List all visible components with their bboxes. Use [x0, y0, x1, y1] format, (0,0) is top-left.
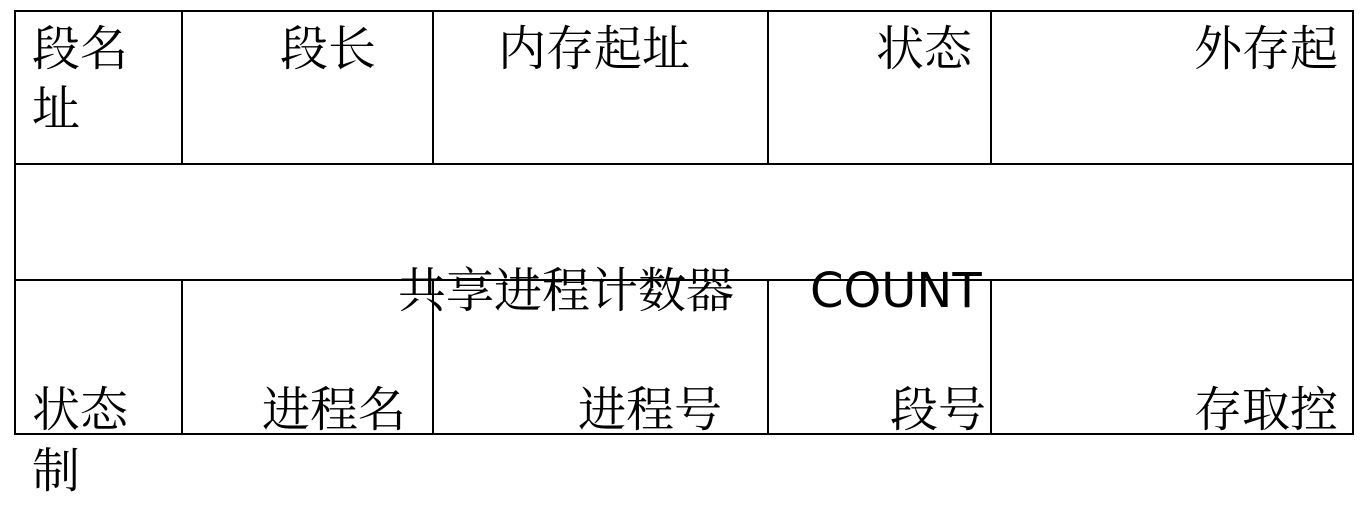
header-status: 状态	[875, 21, 972, 77]
table-left-border	[14, 10, 16, 435]
header-col-divider-1	[181, 10, 183, 165]
table-right-border	[1352, 10, 1354, 435]
header-col-divider-4	[990, 10, 992, 165]
header-memory-start-address: 内存起址	[498, 21, 691, 77]
detail-status: 状态	[32, 382, 129, 438]
header-segment-name-line2: 址	[32, 81, 81, 137]
detail-col-divider-1	[181, 279, 183, 435]
header-col-divider-2	[432, 10, 434, 165]
shared-process-counter-label: 共享进程计数器	[398, 263, 735, 319]
trailing-text: 制	[32, 443, 81, 499]
header-bottom-border	[14, 163, 1354, 165]
shared-process-counter-value: COUNT	[810, 263, 982, 319]
header-segment-name-line1: 段名	[32, 21, 129, 77]
detail-col-divider-4	[990, 279, 992, 435]
detail-segment-number: 段号	[890, 382, 987, 438]
detail-access-control: 存取控	[1193, 382, 1338, 438]
header-external-start: 外存起	[1193, 21, 1338, 77]
detail-process-id: 进程号	[578, 382, 723, 438]
table-top-border	[14, 10, 1354, 12]
detail-process-name: 进程名	[262, 382, 407, 438]
header-segment-length: 段长	[280, 21, 377, 77]
header-col-divider-3	[767, 10, 769, 165]
detail-col-divider-3	[767, 279, 769, 435]
